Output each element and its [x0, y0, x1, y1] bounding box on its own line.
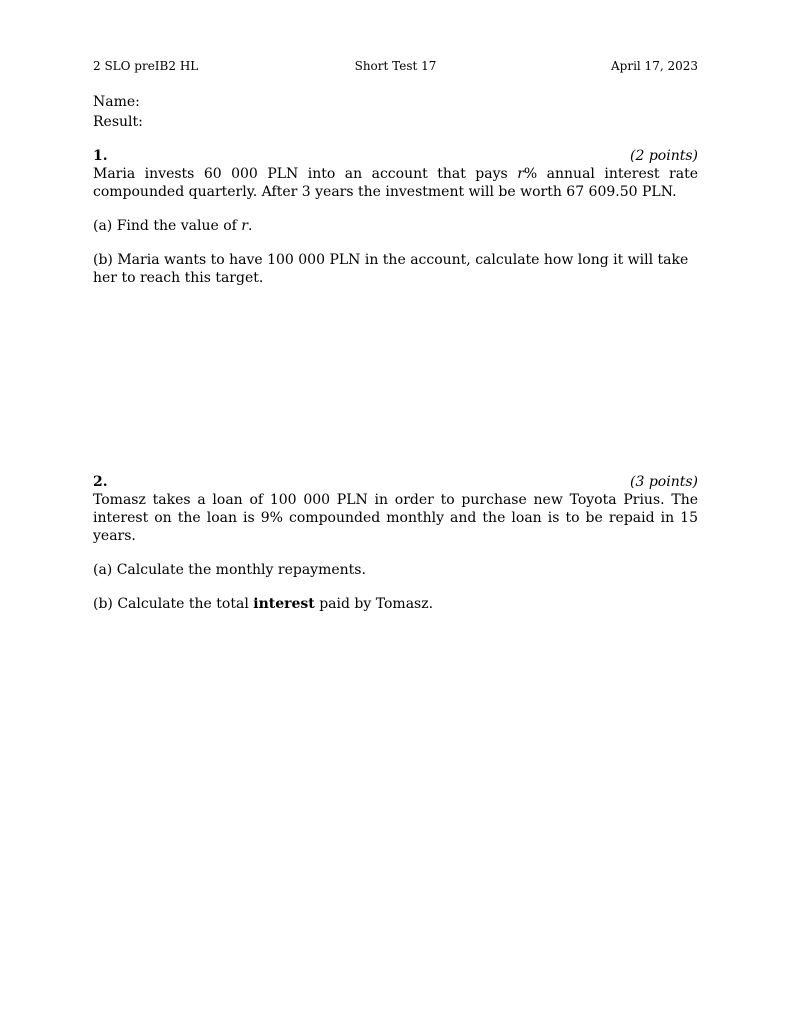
- question-2-part-b: (b) Calculate the total interest paid by Tomasz.: [93, 596, 434, 612]
- page-header: [93, 57, 698, 75]
- question-1-body: Maria invests 60 000 PLN into an account that pays r% annual interest rate compounded quarterly. After 3 years the investment will be worth 67 609.50 PLN.: [93, 166, 698, 200]
- question-2-number: 2.: [93, 474, 108, 490]
- student-fields: [93, 92, 143, 132]
- result-label: Result:: [93, 114, 143, 130]
- question-2-part-a: (a) Calculate the monthly repayments.: [93, 562, 366, 578]
- question-1-number: 1.: [93, 148, 108, 164]
- question-2-points: (3 points): [630, 474, 698, 490]
- question-1-header: [93, 147, 698, 165]
- header-date: April 17, 2023: [610, 59, 698, 73]
- question-2-body: Tomasz takes a loan of 100 000 PLN in order to purchase new Toyota Prius. The interest on the loan is 9% compounded monthly and the loan is to be repaid in 15 years.: [93, 492, 698, 544]
- question-2-header: [93, 473, 698, 491]
- question-2: [93, 473, 698, 613]
- question-1: [93, 147, 698, 287]
- question-1-points: (2 points): [630, 148, 698, 164]
- emphasis-interest: interest: [253, 596, 315, 612]
- question-1-part-b: (b) Maria wants to have 100 000 PLN in the account, calculate how long it will take her to reach this target.: [93, 252, 689, 286]
- variable-r: r: [517, 166, 524, 182]
- header-test-title: Short Test 17: [354, 59, 437, 73]
- question-1-part-a: (a) Find the value of r.: [93, 218, 253, 234]
- header-class: 2 SLO preIB2 HL: [93, 59, 199, 73]
- variable-r: r: [241, 218, 248, 234]
- name-label: Name:: [93, 94, 140, 110]
